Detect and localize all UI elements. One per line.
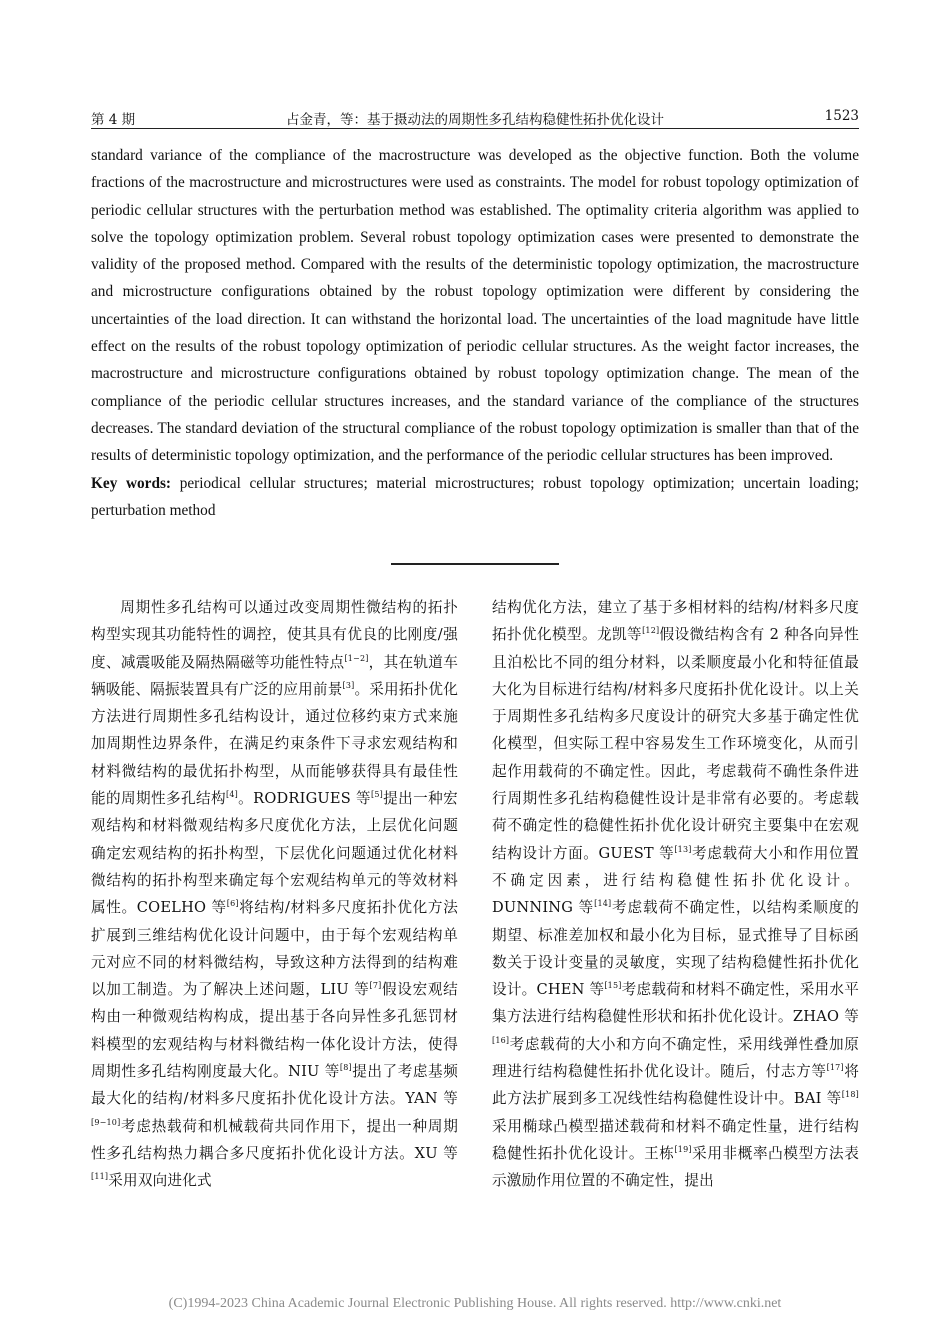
citation-ref: [4] (226, 790, 238, 800)
body-text: 采用椭球凸模型描述载荷和材料不确定性量，进行结构稳健性拓扑优化设计。王栋 (492, 1117, 859, 1162)
running-title: 占金青，等：基于摄动法的周期性多孔结构稳健性拓扑优化设计 (286, 112, 664, 128)
body-text: 提出了考虑基频最大化的结构/材料多尺度拓扑优化设计方法。YAN 等 (91, 1063, 458, 1108)
section-divider (391, 563, 559, 565)
citation-ref: [14] (594, 899, 612, 909)
citation-ref: [16] (492, 1035, 510, 1045)
copyright-footer: (C)1994-2023 China Academic Journal Electronic Publishing House. All rights reserved. http://www.cnki.net (168, 1296, 782, 1311)
right-column-paragraph (492, 594, 859, 1195)
citation-ref: [3] (342, 680, 355, 690)
citation-ref: [6] (226, 899, 239, 909)
citation-ref: [1−2] (344, 653, 369, 663)
citation-ref: [13] (674, 844, 692, 854)
citation-ref: [5] (371, 790, 383, 800)
keywords-label: Key words: (91, 474, 172, 492)
body-text: 提出一种宏观结构和材料微观结构多尺度优化方法，上层优化问题确定宏观结构的拓扑构型，下层优化问题通过优化材料微结构的拓扑构型来确定每个宏观结构单元的等效材料属性。COELHO 等 (91, 790, 458, 917)
abstract-block (91, 142, 859, 524)
page-number: 1523 (824, 108, 859, 124)
body-text: 结构优化方法，建立了基于多相材料的结构/材料多尺度拓扑优化模型。龙凯等 (492, 599, 859, 644)
left-column-paragraph (91, 594, 458, 1195)
body-text: 假设微结构含有 2 种各向异性且泊松比不同的组分材料，以柔顺度最小化和特征值最大化为目标进行结构/材料多尺度拓扑优化设计。以上关于周期性多孔结构多尺度设计的研究大多基于确定性优化模型，但实际工程中容易发生工作环境变化，从而引起作用载荷的不确定性。因此，考虑载荷不确性条件进行周期性多孔结构稳健性设计是非常有必要的。考虑载荷不确定性的稳健性拓扑优化设计研究主要集中在宏观结构设计方面。GUEST 等 (492, 626, 859, 862)
running-header (91, 106, 859, 129)
body-text: 采用非概率凸模型方法表示激励作用位置的不确定性，提出 (492, 1144, 859, 1190)
left-column (91, 594, 458, 1195)
citation-ref: [11] (91, 1172, 109, 1182)
citation-ref: [8] (339, 1063, 352, 1073)
body-text: 考虑热载荷和机械载荷共同作用下，提出一种周期性多孔结构热力耦合多尺度拓扑优化设计方法。XU 等 (91, 1117, 458, 1162)
body-text: 考虑载荷不确定性，以结构柔顺度的期望、标准差加权和最小化为目标，显式推导了目标函数关于设计变量的灵敏度，实现了结构稳健性拓扑优化设计。CHEN 等 (492, 899, 860, 999)
citation-ref: [12] (642, 626, 660, 636)
body-text: 将结构/材料多尺度拓扑优化方法扩展到三维结构优化设计问题中，由于每个宏观结构单元对应不同的材料微结构，导致这种方法得到的结构难以加工制造。为了解决上述问题，LIU 等 (91, 899, 458, 999)
body-text: 假设宏观结构由一种微观结构构成，提出基于各向异性多孔惩罚材料模型的宏观结构与材料微结构一体化设计方法，使得周期性多孔结构刚度最大化。NIU 等 (91, 981, 458, 1081)
citation-ref: [15] (604, 981, 622, 991)
citation-ref: [9−10] (91, 1117, 121, 1127)
abstract-text: standard variance of the compliance of the macrostructure was developed as the objective function. Both the volume fractions of the macrostructure and microstructures were used as constraints. The model for robust topology optimization of periodic cellular structures with the perturbation method was established. The optimality criteria algorithm was applied to solve the topology optimization problem. Several robust topology optimization cases were presented to demonstrate the validity of the proposed method. Compared with the results of the deterministic topology optimization, the macrostructure and microstructure configurations obtained by the robust topology optimization were different by considering the uncertainties of the load direction. It can withstand the horizontal load. The uncertainties of the load magnitude have little effect on the results of the robust topology optimization of periodic cellular structures. As the weight factor increases, the macrostructure and microstructure configurations obtained by robust topology optimization change. The mean of the compliance of the periodic cellular structures increases, and the standard variance of the compliance of the structures decreases. The standard deviation of the structural compliance of the robust topology optimization is smaller than that of the results of deterministic topology optimization, and the performance of the periodic cellular structures has been improved. (91, 147, 859, 465)
body-text: 。采用拓扑优化方法进行周期性多孔结构设计，通过位移约束方式来施加周期性边界条件，在满足约束条件下寻求宏观结构和材料微结构的最优拓扑构型，从而能够获得具有最佳性能的周期性多孔结构 (91, 680, 458, 808)
body-text: 考虑载荷和材料不确定性，采用水平集方法进行结构稳健性形状和拓扑优化设计。ZHAO 等 (492, 981, 859, 1026)
citation-ref: [17] (826, 1063, 844, 1073)
keywords-text: periodical cellular structures; material microstructures; robust topology optimization; uncertain loading; perturbation method (91, 474, 860, 519)
body-text: ，其在轨道车辆吸能、隔振装置具有广泛的应用前景 (91, 653, 459, 698)
keywords (91, 470, 859, 525)
body-text: 考虑载荷大小和作用位置不确定因素，进行结构稳健性拓扑优化设计。DUNNING 等 (492, 844, 859, 917)
body-text: 采用双向进化式 (108, 1172, 212, 1190)
issue-number: 第 4 期 (91, 112, 136, 128)
citation-ref: [7] (369, 981, 382, 991)
body-text: 将此方法扩展到多工况线性结构稳健性设计中。BAI 等 (492, 1063, 860, 1108)
citation-ref: [19] (674, 1144, 692, 1154)
body-text: 。RODRIGUES 等 (237, 790, 372, 808)
citation-ref: [18] (841, 1090, 859, 1100)
body-text: 周期性多孔结构可以通过改变周期性微结构的拓扑构型实现其功能特性的调控，使其具有优良的比刚度/强度、减震吸能及隔热隔磁等功能性特点 (91, 599, 458, 671)
right-column (492, 594, 859, 1195)
body-text: 考虑载荷的大小和方向不确定性，采用线弹性叠加原理进行结构稳健性拓扑优化设计。随后，付志方等 (492, 1035, 859, 1081)
